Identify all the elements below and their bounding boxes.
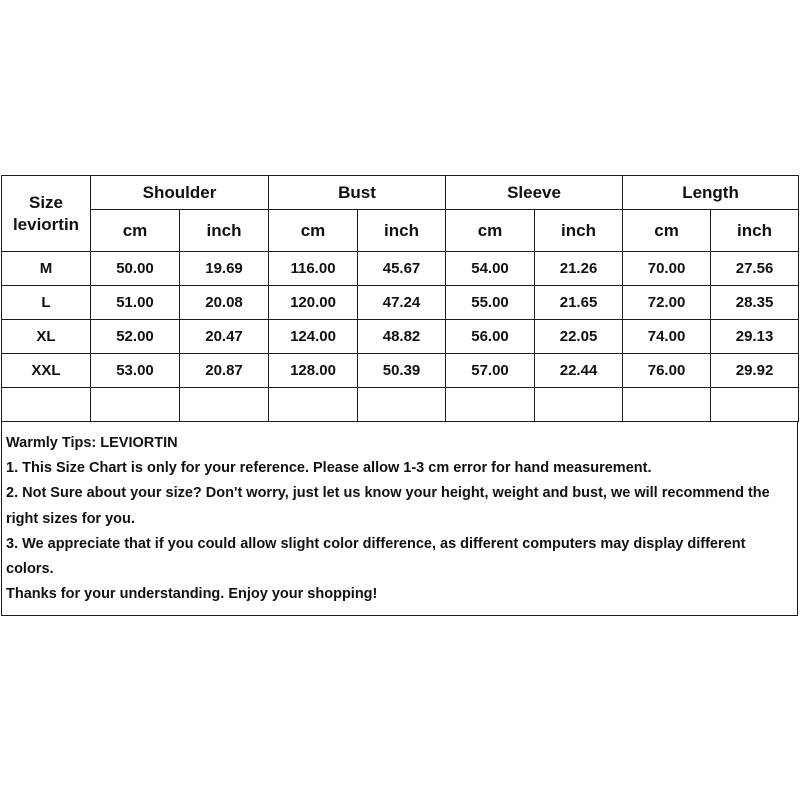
unit-header: inch: [711, 210, 799, 252]
unit-header: cm: [446, 210, 535, 252]
empty-cell: [180, 388, 269, 422]
value-cell: 51.00: [91, 286, 180, 320]
size-cell: XXL: [2, 354, 91, 388]
size-chart: [1, 175, 798, 616]
size-table: [1, 175, 799, 422]
value-cell: 28.35: [711, 286, 799, 320]
tips-title: Warmly Tips: LEVIORTIN: [6, 435, 178, 451]
unit-header: inch: [535, 210, 623, 252]
table-row: [2, 354, 799, 388]
empty-row: [2, 388, 799, 422]
value-cell: 72.00: [623, 286, 711, 320]
group-header-bust: Bust: [269, 176, 446, 210]
value-cell: 50.00: [91, 252, 180, 286]
size-column-header: [2, 176, 91, 252]
value-cell: 22.05: [535, 320, 623, 354]
value-cell: 27.56: [711, 252, 799, 286]
value-cell: 50.39: [358, 354, 446, 388]
value-cell: 76.00: [623, 354, 711, 388]
table-row: [2, 286, 799, 320]
value-cell: 124.00: [269, 320, 358, 354]
size-header-line2: leviortin: [12, 214, 80, 234]
value-cell: 70.00: [623, 252, 711, 286]
unit-header: cm: [623, 210, 711, 252]
value-cell: 128.00: [269, 354, 358, 388]
header-row-groups: [2, 176, 799, 210]
size-header-line1: Size: [28, 192, 64, 212]
empty-cell: [91, 388, 180, 422]
value-cell: 54.00: [446, 252, 535, 286]
empty-cell: [711, 388, 799, 422]
table-row: [2, 252, 799, 286]
value-cell: 45.67: [358, 252, 446, 286]
value-cell: 29.92: [711, 354, 799, 388]
value-cell: 47.24: [358, 286, 446, 320]
value-cell: 56.00: [446, 320, 535, 354]
tip-line-1: 1. This Size Chart is only for your reference. Please allow 1-3 cm error for hand measurement.: [6, 460, 652, 477]
unit-header: cm: [269, 210, 358, 252]
unit-header: cm: [91, 210, 180, 252]
unit-header: inch: [358, 210, 446, 252]
group-header-shoulder: Shoulder: [91, 176, 269, 210]
value-cell: 116.00: [269, 252, 358, 286]
value-cell: 55.00: [446, 286, 535, 320]
value-cell: 74.00: [623, 320, 711, 354]
value-cell: 52.00: [91, 320, 180, 354]
tip-line-3: 3. We appreciate that if you could allow slight color difference, as different computers may display different colors.: [6, 535, 746, 578]
unit-header: inch: [180, 210, 269, 252]
value-cell: 20.47: [180, 320, 269, 354]
value-cell: 20.87: [180, 354, 269, 388]
header-row-units: [2, 210, 799, 252]
value-cell: 20.08: [180, 286, 269, 320]
value-cell: 120.00: [269, 286, 358, 320]
size-cell: XL: [2, 320, 91, 354]
empty-cell: [269, 388, 358, 422]
empty-cell: [535, 388, 623, 422]
table-row: [2, 320, 799, 354]
size-cell: L: [2, 286, 91, 320]
value-cell: 21.65: [535, 286, 623, 320]
tips-section: [1, 422, 798, 616]
empty-cell: [623, 388, 711, 422]
value-cell: 22.44: [535, 354, 623, 388]
empty-cell: [446, 388, 535, 422]
empty-cell: [2, 388, 91, 422]
tip-line-2: 2. Not Sure about your size? Don't worry, just let us know your height, weight and bust, we will recommend the right sizes for you.: [6, 485, 770, 527]
value-cell: 48.82: [358, 320, 446, 354]
tips-closing: Thanks for your understanding. Enjoy your shopping!: [6, 586, 378, 603]
value-cell: 53.00: [91, 354, 180, 388]
group-header-sleeve: Sleeve: [446, 176, 623, 210]
value-cell: 29.13: [711, 320, 799, 354]
value-cell: 57.00: [446, 354, 535, 388]
empty-cell: [358, 388, 446, 422]
value-cell: 19.69: [180, 252, 269, 286]
group-header-length: Length: [623, 176, 799, 210]
value-cell: 21.26: [535, 252, 623, 286]
size-cell: M: [2, 252, 91, 286]
